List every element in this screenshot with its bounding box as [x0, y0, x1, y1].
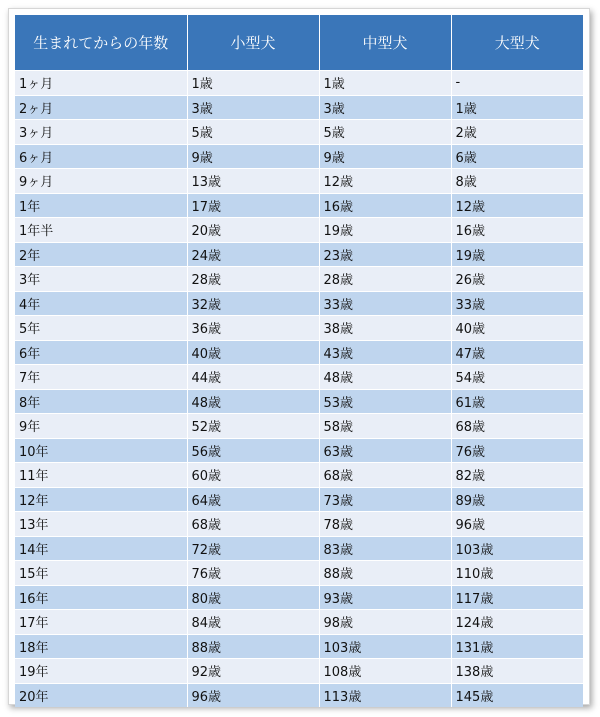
cell-medium-dog: 1歳	[319, 71, 451, 96]
cell-years: 3年	[15, 267, 187, 292]
cell-large-dog: 76歳	[451, 438, 583, 463]
cell-years: 7年	[15, 365, 187, 390]
table-row	[15, 585, 583, 610]
cell-small-dog: 9歳	[187, 144, 319, 169]
cell-medium-dog: 43歳	[319, 340, 451, 365]
cell-medium-dog: 88歳	[319, 561, 451, 586]
cell-years: 18年	[15, 634, 187, 659]
cell-small-dog: 24歳	[187, 242, 319, 267]
table-row	[15, 71, 583, 96]
cell-large-dog: 138歳	[451, 659, 583, 684]
cell-large-dog: 89歳	[451, 487, 583, 512]
header-row	[15, 15, 583, 71]
cell-small-dog: 84歳	[187, 610, 319, 635]
cell-years: 2年	[15, 242, 187, 267]
cell-medium-dog: 19歳	[319, 218, 451, 243]
header-medium-dog: 中型犬	[319, 15, 451, 71]
table-header	[15, 15, 583, 71]
table-row	[15, 610, 583, 635]
cell-medium-dog: 5歳	[319, 120, 451, 145]
table-row	[15, 536, 583, 561]
table-row	[15, 242, 583, 267]
cell-small-dog: 40歳	[187, 340, 319, 365]
header-large-dog: 大型犬	[451, 15, 583, 71]
cell-medium-dog: 68歳	[319, 463, 451, 488]
cell-large-dog: 96歳	[451, 512, 583, 537]
cell-years: 1年半	[15, 218, 187, 243]
cell-large-dog: 145歳	[451, 683, 583, 707]
cell-large-dog: 33歳	[451, 291, 583, 316]
cell-small-dog: 92歳	[187, 659, 319, 684]
cell-medium-dog: 38歳	[319, 316, 451, 341]
table-row	[15, 463, 583, 488]
cell-years: 12年	[15, 487, 187, 512]
cell-medium-dog: 63歳	[319, 438, 451, 463]
cell-years: 6ヶ月	[15, 144, 187, 169]
table-row	[15, 316, 583, 341]
cell-medium-dog: 33歳	[319, 291, 451, 316]
cell-large-dog: 12歳	[451, 193, 583, 218]
cell-small-dog: 20歳	[187, 218, 319, 243]
table-row	[15, 193, 583, 218]
cell-medium-dog: 113歳	[319, 683, 451, 707]
cell-years: 11年	[15, 463, 187, 488]
cell-small-dog: 60歳	[187, 463, 319, 488]
table-row	[15, 340, 583, 365]
table-row	[15, 389, 583, 414]
cell-medium-dog: 73歳	[319, 487, 451, 512]
cell-large-dog: 1歳	[451, 95, 583, 120]
cell-small-dog: 13歳	[187, 169, 319, 194]
cell-medium-dog: 98歳	[319, 610, 451, 635]
cell-medium-dog: 108歳	[319, 659, 451, 684]
cell-large-dog: 110歳	[451, 561, 583, 586]
cell-years: 3ヶ月	[15, 120, 187, 145]
table-row	[15, 120, 583, 145]
cell-medium-dog: 58歳	[319, 414, 451, 439]
cell-small-dog: 64歳	[187, 487, 319, 512]
table-row	[15, 438, 583, 463]
header-small-dog: 小型犬	[187, 15, 319, 71]
cell-years: 8年	[15, 389, 187, 414]
cell-small-dog: 28歳	[187, 267, 319, 292]
cell-large-dog: -	[451, 71, 583, 96]
cell-small-dog: 32歳	[187, 291, 319, 316]
cell-years: 4年	[15, 291, 187, 316]
cell-small-dog: 36歳	[187, 316, 319, 341]
cell-large-dog: 68歳	[451, 414, 583, 439]
table-row	[15, 218, 583, 243]
table-row	[15, 634, 583, 659]
cell-large-dog: 103歳	[451, 536, 583, 561]
cell-large-dog: 19歳	[451, 242, 583, 267]
cell-medium-dog: 12歳	[319, 169, 451, 194]
cell-medium-dog: 83歳	[319, 536, 451, 561]
cell-small-dog: 88歳	[187, 634, 319, 659]
cell-medium-dog: 78歳	[319, 512, 451, 537]
dog-age-table	[15, 15, 583, 707]
cell-large-dog: 26歳	[451, 267, 583, 292]
cell-large-dog: 131歳	[451, 634, 583, 659]
cell-years: 17年	[15, 610, 187, 635]
cell-years: 1年	[15, 193, 187, 218]
cell-small-dog: 76歳	[187, 561, 319, 586]
cell-years: 14年	[15, 536, 187, 561]
table-row	[15, 512, 583, 537]
cell-small-dog: 72歳	[187, 536, 319, 561]
cell-small-dog: 1歳	[187, 71, 319, 96]
cell-medium-dog: 9歳	[319, 144, 451, 169]
cell-years: 5年	[15, 316, 187, 341]
cell-years: 10年	[15, 438, 187, 463]
cell-small-dog: 68歳	[187, 512, 319, 537]
cell-small-dog: 5歳	[187, 120, 319, 145]
cell-years: 9年	[15, 414, 187, 439]
cell-medium-dog: 28歳	[319, 267, 451, 292]
table-row	[15, 683, 583, 707]
cell-medium-dog: 23歳	[319, 242, 451, 267]
cell-years: 1ヶ月	[15, 71, 187, 96]
cell-small-dog: 56歳	[187, 438, 319, 463]
cell-years: 20年	[15, 683, 187, 707]
cell-years: 16年	[15, 585, 187, 610]
table-frame	[8, 8, 590, 705]
cell-medium-dog: 53歳	[319, 389, 451, 414]
cell-years: 19年	[15, 659, 187, 684]
cell-small-dog: 3歳	[187, 95, 319, 120]
cell-small-dog: 52歳	[187, 414, 319, 439]
cell-large-dog: 124歳	[451, 610, 583, 635]
cell-medium-dog: 103歳	[319, 634, 451, 659]
table-row	[15, 561, 583, 586]
cell-large-dog: 2歳	[451, 120, 583, 145]
cell-large-dog: 6歳	[451, 144, 583, 169]
table-row	[15, 169, 583, 194]
cell-medium-dog: 16歳	[319, 193, 451, 218]
cell-small-dog: 44歳	[187, 365, 319, 390]
cell-years: 2ヶ月	[15, 95, 187, 120]
cell-years: 13年	[15, 512, 187, 537]
table-row	[15, 365, 583, 390]
cell-small-dog: 17歳	[187, 193, 319, 218]
cell-large-dog: 8歳	[451, 169, 583, 194]
cell-small-dog: 80歳	[187, 585, 319, 610]
cell-medium-dog: 3歳	[319, 95, 451, 120]
cell-large-dog: 47歳	[451, 340, 583, 365]
table-row	[15, 95, 583, 120]
table-row	[15, 487, 583, 512]
table-row	[15, 267, 583, 292]
cell-medium-dog: 48歳	[319, 365, 451, 390]
table-row	[15, 414, 583, 439]
cell-years: 9ヶ月	[15, 169, 187, 194]
cell-large-dog: 16歳	[451, 218, 583, 243]
cell-large-dog: 117歳	[451, 585, 583, 610]
cell-large-dog: 82歳	[451, 463, 583, 488]
cell-medium-dog: 93歳	[319, 585, 451, 610]
cell-small-dog: 96歳	[187, 683, 319, 707]
table-body	[15, 71, 583, 708]
table-row	[15, 291, 583, 316]
cell-large-dog: 40歳	[451, 316, 583, 341]
cell-large-dog: 54歳	[451, 365, 583, 390]
table-row	[15, 144, 583, 169]
cell-years: 6年	[15, 340, 187, 365]
header-years-since-birth: 生まれてからの年数	[15, 15, 187, 71]
cell-small-dog: 48歳	[187, 389, 319, 414]
cell-large-dog: 61歳	[451, 389, 583, 414]
cell-years: 15年	[15, 561, 187, 586]
table-row	[15, 659, 583, 684]
